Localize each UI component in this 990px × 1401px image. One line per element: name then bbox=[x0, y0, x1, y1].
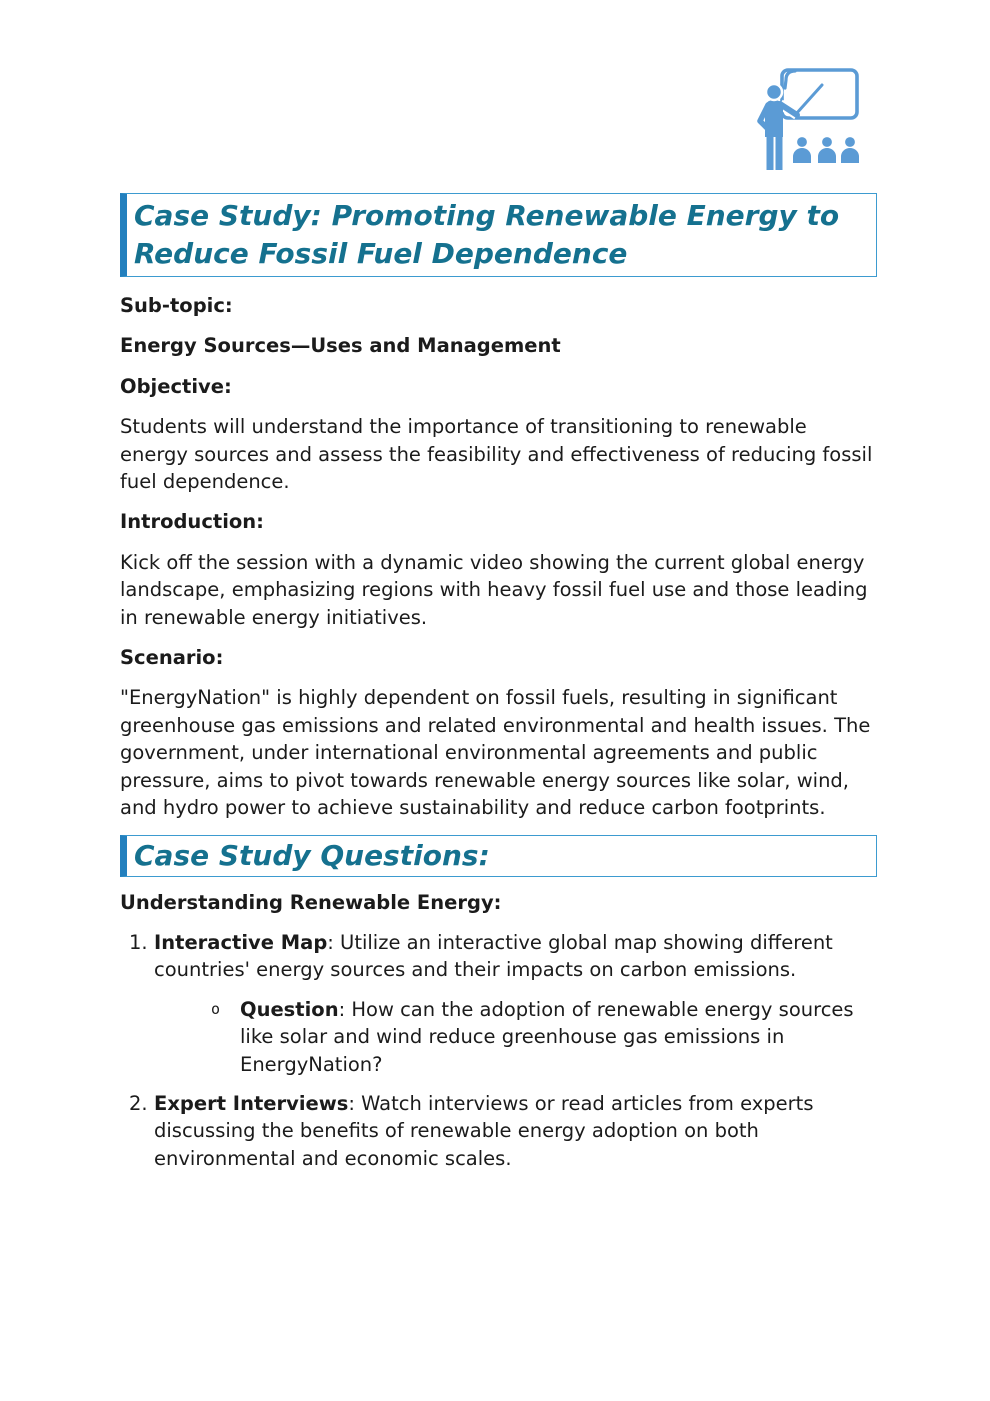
list-subitem-text: Question: How can the adoption of renewable energy sources like solar and wind reduce greenhouse gas emissions in EnergyNation? bbox=[240, 997, 854, 1076]
list-item-expert-interviews bbox=[120, 1090, 877, 1172]
questions-banner-text: Case Study Questions: bbox=[134, 838, 490, 872]
introduction-text: Kick off the session with a dynamic video showing the current global energy landscape, emphasizing regions with heavy fossil fuel use and those leading in renewable energy initiatives. bbox=[120, 550, 868, 629]
objective-label: Objective: bbox=[120, 374, 232, 398]
subtopic-value: Energy Sources—Uses and Management bbox=[120, 334, 561, 358]
list-item-text: Expert Interviews: Watch interviews or read articles from experts discussing the benefits of renewable energy adoption on both environmental and economic scales. bbox=[154, 1091, 814, 1170]
list-item-interactive-map bbox=[120, 929, 877, 984]
scenario-label: Scenario: bbox=[120, 646, 224, 670]
scenario-text: "EnergyNation" is highly dependent on fossil fuels, resulting in significant greenhouse gas emissions and related environmental and health issues. The government, under international environmental agreements and public pressure, aims to pivot towards renewable energy sources like solar, wind, and hydro power to achieve sustainability and reduce carbon footprints. bbox=[120, 686, 871, 820]
list-number: 1. bbox=[129, 930, 148, 954]
questions-banner bbox=[120, 835, 877, 877]
understanding-heading: Understanding Renewable Energy: bbox=[120, 890, 502, 914]
list-number: 2. bbox=[129, 1091, 148, 1115]
objective-text: Students will understand the importance of transitioning to renewable energy sources and assess the feasibility and effectiveness of reducing fossil fuel dependence. bbox=[120, 415, 873, 494]
title-banner-text: Case Study: Promoting Renewable Energy to Reduce Fossil Fuel Dependence bbox=[134, 199, 840, 270]
title-banner bbox=[120, 193, 877, 277]
subtopic-label: Sub-topic: bbox=[120, 294, 233, 317]
list-item-text: Interactive Map: Utilize an interactive global map showing different countries' energy sources and their impacts on carbon emissions. bbox=[154, 930, 833, 982]
introduction-label: Introduction: bbox=[120, 510, 264, 534]
presentation-clipart bbox=[753, 63, 863, 173]
list-subitem-question bbox=[120, 996, 877, 1078]
document-content bbox=[120, 193, 877, 1184]
list-bullet: o bbox=[211, 999, 221, 1018]
presentation-training-icon bbox=[753, 63, 863, 173]
